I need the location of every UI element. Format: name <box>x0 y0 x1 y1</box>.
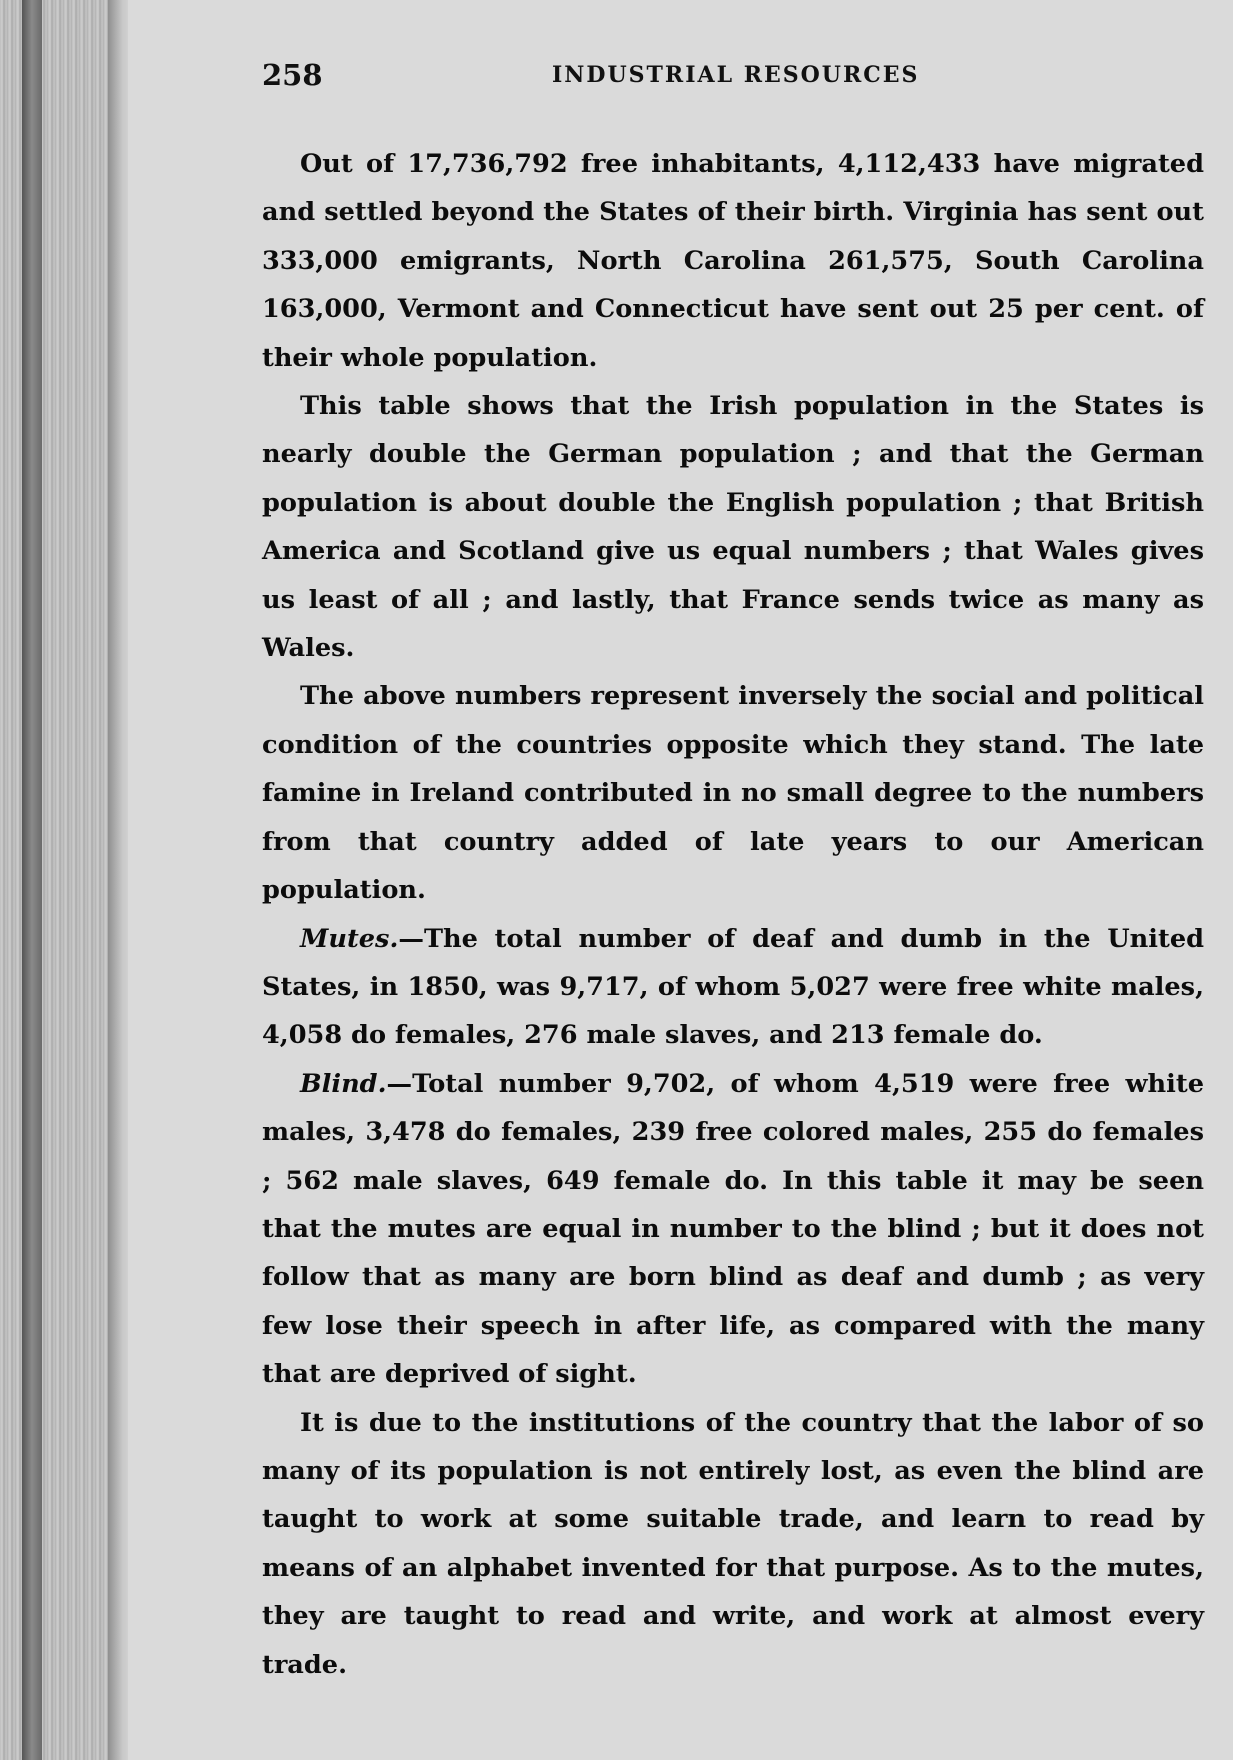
paragraph <box>262 140 1204 382</box>
paragraph-text: Out of 17,736,792 free inhabitants, 4,112,433 have migrated and settled beyond the States of their birth. Virginia has sent out 333,000 emigrants, North Carolina 261,575, South Carolina 163,000, Vermont and Connecticut have sent out 25 per cent. of their whole population. <box>262 149 1204 373</box>
paragraph <box>262 1399 1204 1689</box>
body-text <box>262 140 1204 1689</box>
binding-edge <box>22 0 42 1760</box>
paragraph-run-in: Mutes. <box>300 923 399 954</box>
book-gutter <box>0 0 122 1760</box>
paragraph-blind <box>262 1060 1204 1399</box>
paragraph <box>262 672 1204 914</box>
paragraph-run-in: Blind. <box>300 1068 387 1099</box>
running-title: INDUSTRIAL RESOURCES <box>552 62 920 88</box>
paragraph-text: The above numbers represent inversely the social and political condition of the countries opposite which they stand. The late famine in Ireland contributed in no small degree to the numbers from that country added of late years to our American population. <box>262 681 1204 906</box>
paragraph <box>262 382 1204 672</box>
paragraph-text: —Total number 9,702, of whom 4,519 were free white males, 3,478 do females, 239 free colored males, 255 do females ; 562 male slaves, 649 female do. In this table it may be seen that the mutes are equal in number to the blind ; but it does not follow that as many are born blind as deaf and dumb ; as very few lose their speech in after life, as compared with the many that are deprived of sight. <box>262 1068 1204 1390</box>
paragraph-mutes <box>262 915 1204 1060</box>
paragraph-text: This table shows that the Irish population in the States is nearly double the German population ; and that the German population is about double the English population ; that British America and Scotland give us equal numbers ; that Wales gives us least of all ; and lastly, that France sends twice as many as Wales. <box>262 391 1204 664</box>
paragraph-text: —The total number of deaf and dumb in the United States, in 1850, was 9,717, of whom 5,027 were free white males, 4,058 do females, 276 male slaves, and 213 female do. <box>262 923 1204 1051</box>
page-number: 258 <box>262 58 323 92</box>
paragraph-text: It is due to the institutions of the country that the labor of so many of its population is not entirely lost, as even the blind are taught to work at some suitable trade, and learn to read by means of an alphabet invented for that purpose. As to the mutes, they are taught to read and write, and work at almost every trade. <box>262 1407 1204 1680</box>
running-head <box>262 58 1092 98</box>
